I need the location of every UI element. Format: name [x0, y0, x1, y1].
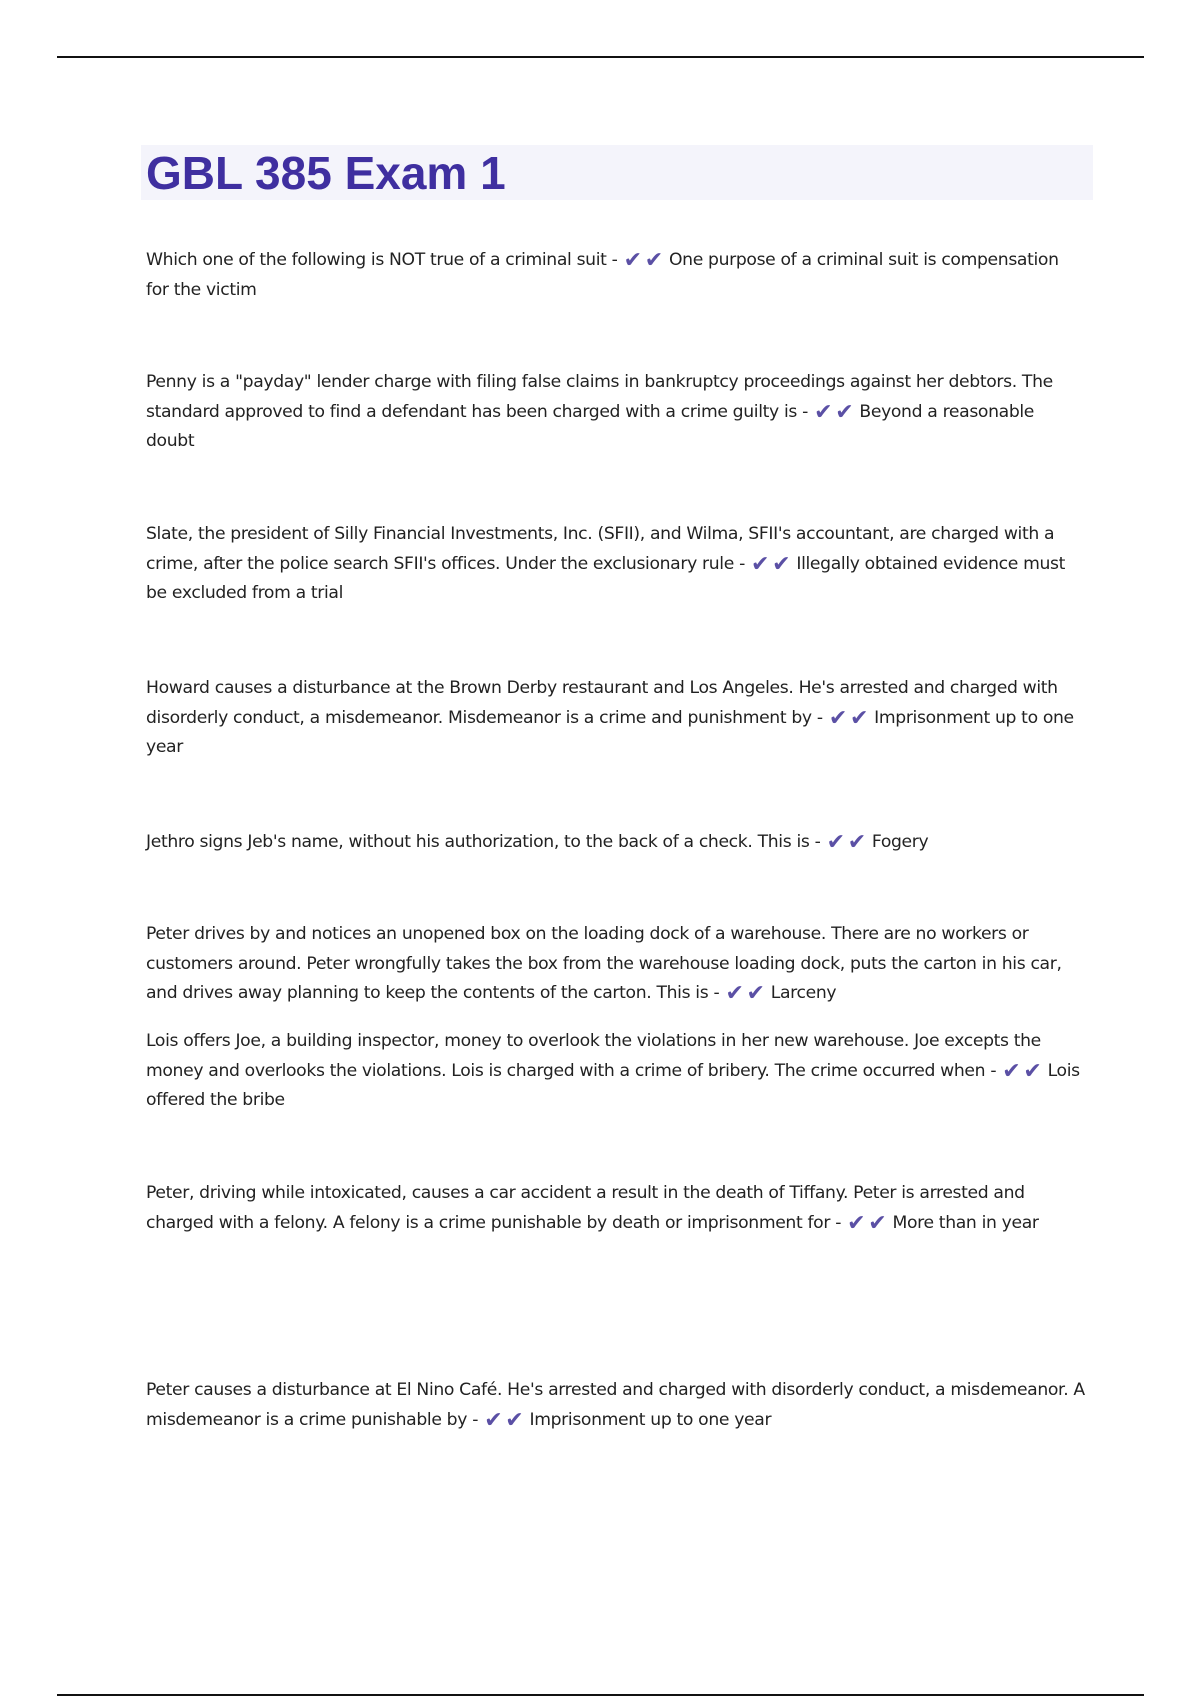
check-icon: ✔ [1002, 1058, 1021, 1084]
qa-item-4 [146, 674, 1086, 763]
qa-item-8 [146, 1179, 1086, 1238]
question-text: Which one of the following is NOT true of a criminal suit [146, 250, 607, 270]
separator: - [713, 983, 720, 1003]
document-title: GBL 385 Exam 1 [146, 147, 506, 199]
qa-item-9 [146, 1376, 1086, 1435]
qa-item-6 [146, 920, 1086, 1009]
answer-text: Beyond a reasonable doubt [146, 401, 1035, 451]
check-icon: ✔ [644, 248, 663, 273]
check-icon: ✔ [828, 705, 847, 731]
separator: - [835, 1212, 842, 1233]
question-text: Penny is a "payday" lender charge with filing false claims in bankruptcy proceedings against her debtors. The standard approved to find a defendant has been charged with a crime guilty is [146, 372, 1053, 422]
question-text: Jethro signs Jeb's name, without his authorization, to the back of a check. This is [146, 832, 810, 852]
separator: - [814, 832, 821, 852]
answer-text: Imprisonment up to one year [146, 707, 1074, 757]
qa-item-3 [146, 520, 1086, 609]
answer-text: Lois offered the bribe [146, 1060, 1080, 1110]
check-icon: ✔ [849, 705, 869, 731]
check-icon: ✔ [1023, 1058, 1042, 1084]
question-text: Peter drives by and notices an unopened box on the loading dock of a warehouse. There are no workers or customers around. Peter wrongfully takes the box from the warehouse loading dock, puts the carton in his car, and drives away planning to keep the contents of the carton. This is [146, 924, 1062, 1003]
question-text: Peter causes a disturbance at El Nino Café. He's arrested and charged with disorderly conduct, a misdemeanor. A misdemeanor is a crime punishable by [146, 1380, 1085, 1430]
separator: - [472, 1409, 479, 1430]
check-icon: ✔ [484, 1407, 503, 1433]
question-text: Slate, the president of Silly Financial Investments, Inc. (SFII), and Wilma, SFII's accountant, are charged with a crime, after the police search SFII's offices. Under the exclusionary rule [146, 524, 1055, 574]
qa-item-5 [146, 828, 1086, 858]
check-icon: ✔ [847, 1210, 866, 1236]
separator: - [990, 1060, 997, 1081]
check-icon: ✔ [835, 399, 854, 425]
check-icon: ✔ [623, 248, 642, 273]
answer-text: Fogery [871, 832, 929, 852]
qa-item-2 [146, 368, 1086, 457]
check-icon: ✔ [826, 830, 845, 855]
check-icon: ✔ [772, 551, 791, 577]
answer-text: Imprisonment up to one year [529, 1409, 772, 1430]
answer-text: Illegally obtained evidence must be excluded from a trial [146, 553, 1066, 603]
bottom-rule [57, 1694, 1144, 1696]
question-text: Howard causes a disturbance at the Brown Derby restaurant and Los Angeles. He's arrested and charged with disorderly conduct, a misdemeanor. Misdemeanor is a crime and punishment by [146, 678, 1058, 728]
answer-text: One purpose of a criminal suit is compensation for the victim [146, 250, 1059, 300]
answer-text: Larceny [770, 983, 837, 1003]
separator: - [816, 707, 823, 728]
qa-item-1 [146, 246, 1086, 305]
check-icon: ✔ [746, 981, 765, 1006]
top-rule [57, 56, 1144, 58]
check-icon: ✔ [814, 399, 833, 425]
check-icon: ✔ [725, 981, 744, 1006]
question-text: Peter, driving while intoxicated, causes a car accident a result in the death of Tiffany. Peter is arrested and charged with a felony. A felony is a crime punishable by death or imprisonment for [146, 1183, 1025, 1233]
question-text: Lois offers Joe, a building inspector, money to overlook the violations in her new warehouse. Joe excepts the money and overlooks the violations. Lois is charged with a crime of bribery. The crime occurred when [146, 1031, 1041, 1081]
check-icon: ✔ [847, 830, 866, 855]
separator: - [611, 250, 618, 270]
check-icon: ✔ [751, 551, 770, 577]
separator: - [739, 553, 745, 574]
separator: - [802, 401, 808, 422]
qa-item-7 [146, 1027, 1086, 1116]
answer-text: More than in year [892, 1212, 1039, 1233]
check-icon: ✔ [505, 1407, 524, 1433]
check-icon: ✔ [868, 1210, 887, 1236]
